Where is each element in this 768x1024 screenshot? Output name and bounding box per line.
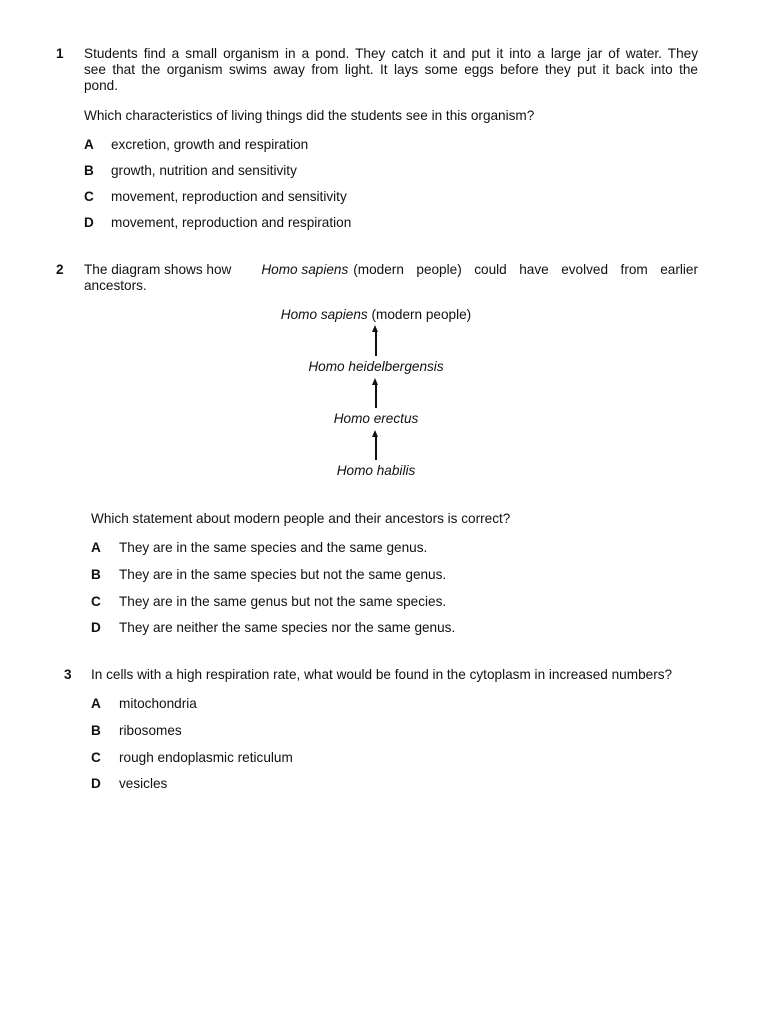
q1-option-d-letter: D [84,215,94,230]
question-3-prompt: In cells with a high respiration rate, what would be found in the cytoplasm in increased numbers? [91,667,673,682]
q1-option-a-letter: A [84,137,94,152]
intro-words [84,262,256,278]
q3-option-c-text[interactable]: rough endoplasmic reticulum [119,750,293,765]
question-2-number: 2 [56,262,64,277]
q3-option-d-letter: D [91,776,101,791]
question-2-intro [84,262,698,294]
q3-option-a-letter: A [91,696,101,711]
q3-option-d-text[interactable]: vesicles [119,776,168,791]
q1-option-c-text[interactable]: movement, reproduction and sensitivity [111,189,347,204]
question-1-stem-line: see that the organism swims away from light. It lays some eggs before they put it back into the [84,62,698,77]
diagram-homo-sapiens [246,307,506,323]
q3-option-b-letter: B [91,723,101,738]
q2-option-c-text[interactable]: They are in the same genus but not the same species. [119,594,447,609]
question-2-prompt: Which statement about modern people and their ancestors is correct? [91,511,511,526]
q2-option-d-letter: D [91,620,101,635]
question-1-prompt: Which characteristics of living things did the students see in this organism? [84,108,535,123]
q2-option-a-text[interactable]: They are in the same species and the same genus. [119,540,428,555]
question-3-number: 3 [64,667,72,682]
q1-option-b-letter: B [84,163,94,178]
diagram-homo-erectus [246,411,506,427]
arrow-up-icon [375,330,377,356]
question-2-intro-line [84,262,698,278]
homo-erectus-label: Homo erectus [333,411,419,426]
question-2-intro-line: ancestors. [84,278,147,293]
question-1-stem [84,46,698,94]
question-1-number: 1 [56,46,64,61]
q2-option-a-letter: A [91,540,101,555]
diagram-homo-heidelbergensis [246,359,506,375]
intro-post: (modern people) could have evolved from earlier [353,262,698,277]
q1-option-c-letter: C [84,189,94,204]
question-1-stem-line: pond. [84,78,119,93]
homo-sapiens-label: Homo sapiens [280,307,368,322]
q2-option-b-letter: B [91,567,101,582]
q1-option-a-text[interactable]: excretion, growth and respiration [111,137,309,152]
arrow-up-icon [375,435,377,460]
homo-habilis-label: Homo habilis [336,463,416,478]
intro-italic: Homo sapiens [261,262,349,277]
q3-option-c-letter: C [91,750,101,765]
question-1-stem-line: Students find a small organism in a pond. They catch it and put it into a large jar of water. They [84,46,698,61]
q2-option-c-letter: C [91,594,101,609]
q3-option-b-text[interactable]: ribosomes [119,723,182,738]
homo-heidelbergensis-label: Homo heidelbergensis [308,359,444,374]
q3-option-a-text[interactable]: mitochondria [119,696,197,711]
q1-option-d-text[interactable]: movement, reproduction and respiration [111,215,352,230]
q1-option-b-text[interactable]: growth, nutrition and sensitivity [111,163,297,178]
arrow-up-icon [375,383,377,408]
modern-people-label: (modern people) [371,307,472,322]
diagram-homo-habilis [246,463,506,479]
intro-pre: The diagram shows how [84,262,232,277]
q2-option-d-text[interactable]: They are neither the same species nor the same genus. [119,620,456,635]
q2-option-b-text[interactable]: They are in the same species but not the same genus. [119,567,447,582]
